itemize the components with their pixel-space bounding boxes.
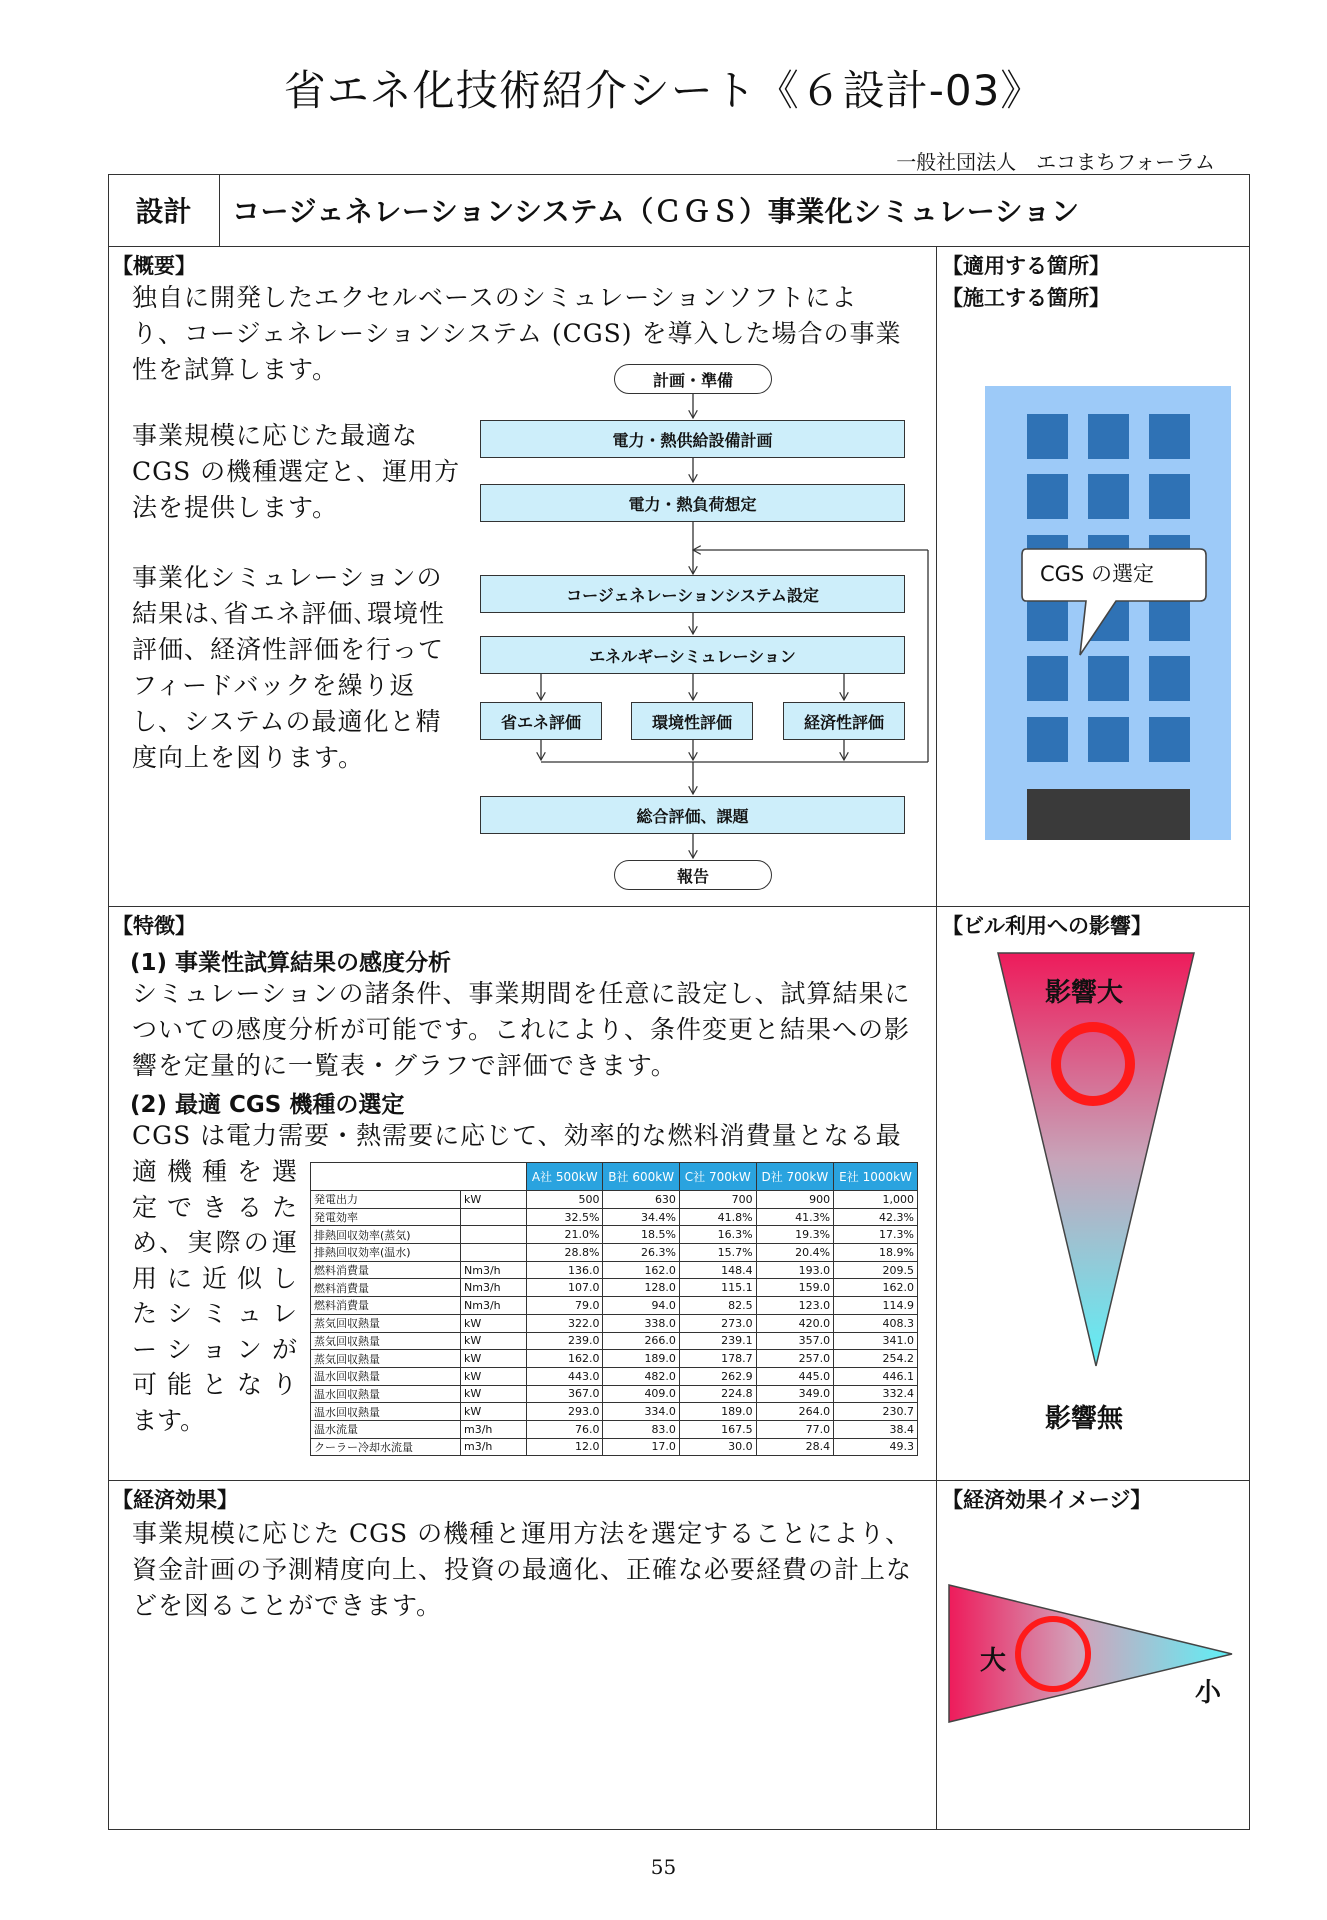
table-cell: 76.0: [527, 1420, 603, 1438]
text-line: 事業規模に応じた CGS の機種と運用方法を選定することにより、: [132, 1519, 912, 1548]
impact-label: 【ビル利用への影響】: [942, 914, 1152, 938]
row-label: 排熱回収効率(温水): [311, 1244, 461, 1262]
flow-eval-environmental: 環境性評価: [631, 702, 753, 740]
table-cell: 18.5%: [603, 1226, 679, 1244]
table-cell: 16.3%: [679, 1226, 756, 1244]
table-row: [311, 1191, 918, 1209]
table-row: [311, 1350, 918, 1368]
callout-text: CGS の選定: [1040, 562, 1154, 586]
text-line: CGS の機種選定と、運用方: [132, 457, 461, 486]
row-unit: kW: [461, 1191, 527, 1209]
table-cell: 114.9: [834, 1297, 918, 1315]
organization-name: 一般社団法人 エコまちフォーラム: [896, 150, 1215, 174]
text-line: り、コージェネレーションシステム (CGS) を導入した場合の事業: [132, 319, 902, 348]
impact-triangle: [996, 950, 1198, 1370]
text-line: 事業規模に応じた最適な: [132, 421, 419, 450]
table-cell: 42.3%: [834, 1208, 918, 1226]
row-label: 蒸気回収熱量: [311, 1350, 461, 1368]
table-cell: 82.5: [679, 1297, 756, 1315]
table-cell: 17.3%: [834, 1226, 918, 1244]
table-row: [311, 1314, 918, 1332]
row-label: クーラー冷却水流量: [311, 1438, 461, 1456]
table-cell: 230.7: [834, 1403, 918, 1421]
feature-heading-2: (2) 最適 CGS 機種の選定: [130, 1092, 405, 1118]
table-cell: 32.5%: [527, 1208, 603, 1226]
building-window: [1149, 717, 1190, 762]
text-line: ます。: [132, 1405, 206, 1435]
column-header: C社 700kW: [679, 1163, 756, 1191]
flow-step-overall-evaluation: 総合評価、課題: [480, 796, 905, 834]
table-cell: 482.0: [603, 1367, 679, 1385]
table-row: [311, 1226, 918, 1244]
table-cell: 408.3: [834, 1314, 918, 1332]
economic-small-label: 小: [1195, 1678, 1222, 1708]
table-cell: 28.4: [756, 1438, 834, 1456]
row-label: 温水回収熱量: [311, 1385, 461, 1403]
economic-large-label: 大: [980, 1646, 1007, 1676]
row-label: 発電効率: [311, 1208, 461, 1226]
table-corner: [311, 1163, 461, 1191]
table-cell: 107.0: [527, 1279, 603, 1297]
row-label: 燃料消費量: [311, 1279, 461, 1297]
text-line: 用に近似し: [132, 1263, 297, 1293]
text-line: 資金計画の予測精度向上、投資の最適化、正確な必要経費の計上な: [132, 1555, 913, 1584]
table-cell: 367.0: [527, 1385, 603, 1403]
row-unit: Nm3/h: [461, 1261, 527, 1279]
table-cell: 500: [527, 1191, 603, 1209]
table-cell: 189.0: [603, 1350, 679, 1368]
table-row: [311, 1279, 918, 1297]
table-cell: 322.0: [527, 1314, 603, 1332]
flow-start: 計画・準備: [614, 364, 772, 394]
text-line: ーションが: [132, 1334, 297, 1364]
table-row: [311, 1367, 918, 1385]
table-cell: 77.0: [756, 1420, 834, 1438]
building-window: [1149, 474, 1190, 519]
table-cell: 443.0: [527, 1367, 603, 1385]
table-cell: 128.0: [603, 1279, 679, 1297]
text-line: 性を試算します。: [132, 355, 339, 384]
building-window: [1088, 474, 1129, 519]
table-cell: 20.4%: [756, 1244, 834, 1262]
row-unit: [461, 1226, 527, 1244]
text-line: 適機種を選: [132, 1157, 297, 1186]
row-unit: kW: [461, 1403, 527, 1421]
row-label: 蒸気回収熱量: [311, 1314, 461, 1332]
table-cell: 338.0: [603, 1314, 679, 1332]
applicable-label: 【適用する箇所】: [942, 254, 1110, 278]
text-line: 可能となり: [132, 1370, 297, 1399]
overview-label: 【概要】: [112, 254, 196, 278]
table-cell: 262.9: [679, 1367, 756, 1385]
column-header: E社 1000kW: [834, 1163, 918, 1191]
table-cell: 341.0: [834, 1332, 918, 1350]
row-unit: kW: [461, 1332, 527, 1350]
table-cell: 349.0: [756, 1385, 834, 1403]
flow-end: 報告: [614, 860, 772, 890]
flow-eval-economic: 経済性評価: [783, 702, 905, 740]
text-line: 響を定量的に一覧表・グラフで評価できます。: [132, 1051, 677, 1080]
table-cell: 446.1: [834, 1367, 918, 1385]
building-window: [1088, 414, 1129, 459]
feature-text-2: CGS は電力需要・熱需要に応じて、効率的な燃料消費量となる最: [132, 1121, 902, 1150]
table-cell: 209.5: [834, 1261, 918, 1279]
table-cell: 115.1: [679, 1279, 756, 1297]
category-label: 設計: [135, 195, 192, 228]
table-cell: 19.3%: [756, 1226, 834, 1244]
table-cell: 334.0: [603, 1403, 679, 1421]
row-unit: Nm3/h: [461, 1297, 527, 1315]
table-cell: 332.4: [834, 1385, 918, 1403]
building-door: [1027, 789, 1190, 840]
table-cell: 293.0: [527, 1403, 603, 1421]
row-label: 温水回収熱量: [311, 1403, 461, 1421]
building-window: [1027, 474, 1068, 519]
text-line: し、システムの最適化と精: [132, 707, 442, 736]
impact-high-label: 影響大: [1045, 978, 1124, 1008]
table-row: [311, 1403, 918, 1421]
table-cell: 159.0: [756, 1279, 834, 1297]
cgs-spec-table: [310, 1162, 918, 1456]
table-row: [311, 1420, 918, 1438]
table-cell: 83.0: [603, 1420, 679, 1438]
table-cell: 409.0: [603, 1385, 679, 1403]
text-line: どを図ることができます。: [132, 1591, 443, 1620]
row-label: 排熱回収効率(蒸気): [311, 1226, 461, 1244]
table-cell: 257.0: [756, 1350, 834, 1368]
text-line: め、実際の運: [132, 1228, 297, 1257]
row-unit: Nm3/h: [461, 1279, 527, 1297]
text-line: 定できるた: [132, 1192, 297, 1222]
table-cell: 41.3%: [756, 1208, 834, 1226]
table-cell: 18.9%: [834, 1244, 918, 1262]
table-cell: 420.0: [756, 1314, 834, 1332]
table-cell: 15.7%: [679, 1244, 756, 1262]
flow-eval-energy-saving: 省エネ評価: [480, 702, 602, 740]
table-cell: 239.1: [679, 1332, 756, 1350]
table-cell: 38.4: [834, 1420, 918, 1438]
table-cell: 254.2: [834, 1350, 918, 1368]
text-line: ついての感度分析が可能です。これにより、条件変更と結果への影: [132, 1015, 911, 1044]
table-cell: 123.0: [756, 1297, 834, 1315]
table-cell: 41.8%: [679, 1208, 756, 1226]
row-label: 発電出力: [311, 1191, 461, 1209]
table-cell: 445.0: [756, 1367, 834, 1385]
table-cell: 21.0%: [527, 1226, 603, 1244]
row-label: 温水流量: [311, 1420, 461, 1438]
row-unit: m3/h: [461, 1420, 527, 1438]
building-window: [1149, 414, 1190, 459]
table-cell: 273.0: [679, 1314, 756, 1332]
table-cell: 900: [756, 1191, 834, 1209]
row-label: 蒸気回収熱量: [311, 1332, 461, 1350]
table-row: [311, 1332, 918, 1350]
text-line: 評価、経済性評価を行って: [132, 635, 445, 664]
text-line: 法を提供します。: [132, 493, 339, 522]
flow-step-energy-simulation: エネルギーシミュレーション: [480, 636, 905, 674]
economic-image-label: 【経済効果イメージ】: [942, 1488, 1152, 1512]
table-cell: 162.0: [603, 1261, 679, 1279]
building-window: [1027, 414, 1068, 459]
column-header: B社 600kW: [603, 1163, 679, 1191]
row-label: 燃料消費量: [311, 1297, 461, 1315]
table-row: [311, 1208, 918, 1226]
text-line: フィードバックを繰り返: [132, 671, 416, 700]
table-cell: 17.0: [603, 1438, 679, 1456]
table-row: [311, 1244, 918, 1262]
table-cell: 28.8%: [527, 1244, 603, 1262]
table-cell: 357.0: [756, 1332, 834, 1350]
table-cell: 1,000: [834, 1191, 918, 1209]
text-line: たシミュレ: [132, 1299, 297, 1328]
table-corner: [461, 1163, 527, 1191]
column-header: D社 700kW: [756, 1163, 834, 1191]
page-title: 省エネ化技術紹介シート《６設計-03》: [283, 66, 1044, 115]
building-window: [1088, 717, 1129, 762]
text-line: 結果は､省エネ評価､環境性: [132, 599, 446, 628]
feature-heading-1: (1) 事業性試算結果の感度分析: [130, 950, 452, 976]
table-cell: 264.0: [756, 1403, 834, 1421]
table-cell: 193.0: [756, 1261, 834, 1279]
table-cell: 162.0: [834, 1279, 918, 1297]
table-cell: 630: [603, 1191, 679, 1209]
table-cell: 266.0: [603, 1332, 679, 1350]
table-row: [311, 1297, 918, 1315]
table-cell: 700: [679, 1191, 756, 1209]
construction-label: 【施工する箇所】: [942, 286, 1110, 310]
row-label: 温水回収熱量: [311, 1367, 461, 1385]
features-label: 【特徴】: [112, 914, 196, 938]
impact-none-label: 影響無: [1045, 1404, 1124, 1434]
table-cell: 167.5: [679, 1420, 756, 1438]
table-cell: 148.4: [679, 1261, 756, 1279]
economic-label: 【経済効果】: [112, 1488, 238, 1512]
table-cell: 94.0: [603, 1297, 679, 1315]
text-line: シミュレーションの諸条件、事業期間を任意に設定し、試算結果に: [132, 979, 911, 1008]
row-unit: m3/h: [461, 1438, 527, 1456]
page-number: 55: [650, 1855, 677, 1879]
table-cell: 79.0: [527, 1297, 603, 1315]
table-cell: 34.4%: [603, 1208, 679, 1226]
subject-title: コージェネレーションシステム（ＣＧＳ）事業化シミュレーション: [232, 195, 1080, 228]
feature-text-2-column: [132, 1154, 297, 1438]
text-line: 事業化シミュレーションの: [132, 563, 443, 592]
table-cell: 189.0: [679, 1403, 756, 1421]
row-unit: kW: [461, 1385, 527, 1403]
row-label: 燃料消費量: [311, 1261, 461, 1279]
column-header: A社 500kW: [527, 1163, 603, 1191]
row-unit: [461, 1208, 527, 1226]
economic-text: [132, 1516, 932, 1624]
table-header-row: [311, 1163, 918, 1191]
table-cell: 136.0: [527, 1261, 603, 1279]
table-cell: 12.0: [527, 1438, 603, 1456]
building-window: [1027, 717, 1068, 762]
table-cell: 178.7: [679, 1350, 756, 1368]
table-row: [311, 1438, 918, 1456]
row-unit: kW: [461, 1314, 527, 1332]
text-line: 度向上を図ります。: [132, 743, 365, 772]
text-line: 独自に開発したエクセルベースのシミュレーションソフトによ: [132, 283, 858, 312]
table-row: [311, 1385, 918, 1403]
table-cell: 224.8: [679, 1385, 756, 1403]
table-cell: 239.0: [527, 1332, 603, 1350]
flow-step-supply-plan: 電力・熱供給設備計画: [480, 420, 905, 458]
feature-text-1: [132, 976, 932, 1084]
row-unit: kW: [461, 1350, 527, 1368]
table-cell: 162.0: [527, 1350, 603, 1368]
table-cell: 49.3: [834, 1438, 918, 1456]
row-unit: kW: [461, 1367, 527, 1385]
table-cell: 30.0: [679, 1438, 756, 1456]
flow-step-cgs-setting: コージェネレーションシステム設定: [480, 575, 905, 613]
table-row: [311, 1261, 918, 1279]
row-unit: [461, 1244, 527, 1262]
flow-step-load-assumption: 電力・熱負荷想定: [480, 484, 905, 522]
table-cell: 26.3%: [603, 1244, 679, 1262]
